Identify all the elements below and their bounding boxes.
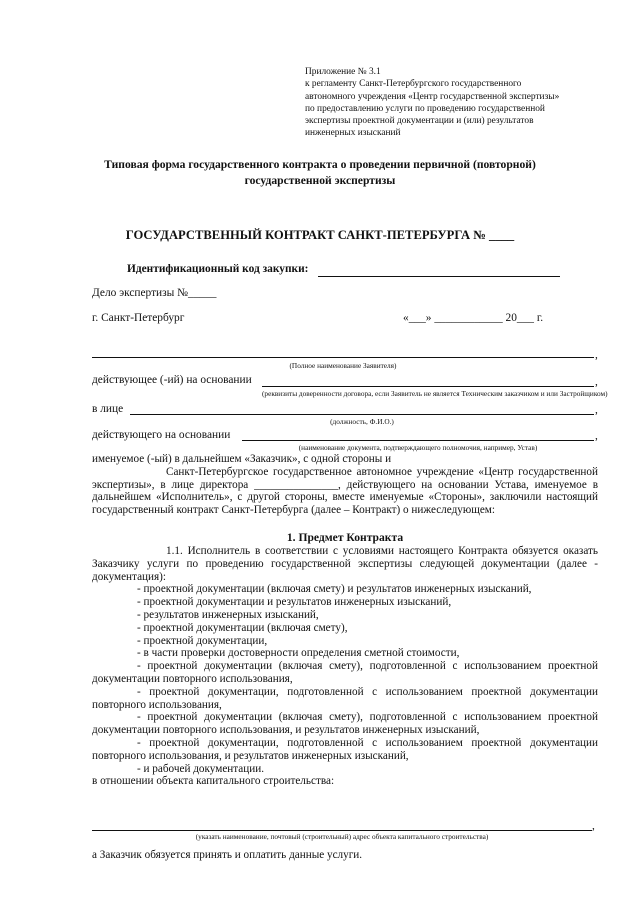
annex-line: по предоставлению услуги по проведению государственной <box>305 103 545 114</box>
object-caption: (указать наименование, почтовый (строительный) адрес объекта капитального строительства) <box>195 832 489 841</box>
list-item: - проектной документации (включая смету), подготовленной с использованием проектной документации повторного использования, и результатов инженерных изысканий, <box>92 711 598 737</box>
list-item: - проектной документации (включая смету), подготовленной с использованием проектной документации повторного использования, <box>92 660 598 685</box>
person-field[interactable] <box>130 414 594 415</box>
customer-definition: именуемое (-ый) в дальнейшем «Заказчик», с одной стороны и <box>92 453 392 465</box>
applicant-name-field[interactable] <box>92 357 594 358</box>
form-title-line: Типовая форма государственного контракта о проведении первичной (повторной) <box>104 158 536 171</box>
contract-date: «___» ____________ 20___ г. <box>403 312 544 324</box>
comma: , <box>592 820 595 832</box>
section-1-title: 1. Предмет Контракта <box>286 530 404 544</box>
executor-paragraph: Санкт-Петербургское государственное автономное учреждение «Центр государственной экспертизы», в лице директора _______________, действующего на основании Устава, именуемое в дальнейшем «Исполнитель», с другой стороны, вместе именуемые «Стороны», заключили настоящий государственный контракт Санкт-Петербурга (далее – Контракт) о нижеследующем: <box>92 465 598 517</box>
case-number: Дело экспертизы №_____ <box>92 287 217 299</box>
annex-line: Приложение № 3.1 <box>305 67 381 77</box>
annex-line: экспертизы проектной документации и (или) результатов <box>305 116 534 127</box>
city: г. Санкт-Петербург <box>92 312 185 324</box>
list-item: - результатов инженерных изысканий, <box>137 608 319 621</box>
list-item: - в части проверки достоверности определения сметной стоимости, <box>137 647 460 660</box>
form-title <box>0 157 640 189</box>
acting-basis-label: действующего на основании <box>92 429 231 441</box>
clause-1-1: 1.1. Исполнитель в соответствии с условиями настоящего Контракта обязуется оказать Заказчику услуги по проведению государственной экспертизы следующей документации (далее - документация): <box>92 544 598 583</box>
acting-basis-caption: (наименование документа, подтверждающего полномочия, например, Устав) <box>298 443 538 452</box>
list-item: - проектной документации (включая смету) и результатов инженерных изысканий, <box>137 583 532 596</box>
object-name-field[interactable] <box>92 830 592 831</box>
annex-line: автономного учреждения «Центр государственной экспертизы» <box>305 91 560 102</box>
contract-title: ГОСУДАРСТВЕННЫЙ КОНТРАКТ САНКТ-ПЕТЕРБУРГА № ____ <box>125 228 515 242</box>
list-item: - проектной документации и результатов инженерных изысканий, <box>137 596 452 609</box>
basis-label: действующее (-ий) на основании <box>92 374 252 386</box>
applicant-caption: (Полное наименование Заявителя) <box>289 361 397 370</box>
person-label: в лице <box>92 403 124 415</box>
procurement-code-label: Идентификационный код закупки: <box>127 263 309 275</box>
contract-body <box>92 453 598 788</box>
comma: , <box>595 376 598 388</box>
comma: , <box>595 404 598 416</box>
basis-caption: (реквизиты доверенности договора, если Заявитель не является Техническим заказчиком и или Застройщиком) <box>262 389 608 398</box>
list-item: - проектной документации, <box>137 634 268 647</box>
list-item: - проектной документации, подготовленной с использованием проектной документации повторного использования, и результатов инженерных изысканий, <box>92 736 598 762</box>
annex-header <box>305 66 605 140</box>
form-title-line: государственной экспертизы <box>244 174 396 187</box>
person-caption: (должность, Ф.И.О.) <box>330 417 394 426</box>
basis-field[interactable] <box>262 386 594 387</box>
list-item: - проектной документации, подготовленной с использованием проектной документации повторного использования, <box>92 685 598 711</box>
final-line: а Заказчик обязуется принять и оплатить данные услуги. <box>92 849 363 861</box>
comma: , <box>595 430 598 442</box>
annex-line: к регламенту Санкт-Петербургского государственного <box>305 79 522 90</box>
annex-line: инженерных изысканий <box>305 128 401 139</box>
comma: , <box>595 349 598 361</box>
procurement-code-field[interactable] <box>318 276 560 277</box>
object-line: в отношении объекта капитального строительства: <box>92 775 335 788</box>
list-item: - проектной документации (включая смету), <box>137 621 348 634</box>
list-item: - и рабочей документации. <box>137 762 265 775</box>
acting-basis-field[interactable] <box>242 440 594 441</box>
